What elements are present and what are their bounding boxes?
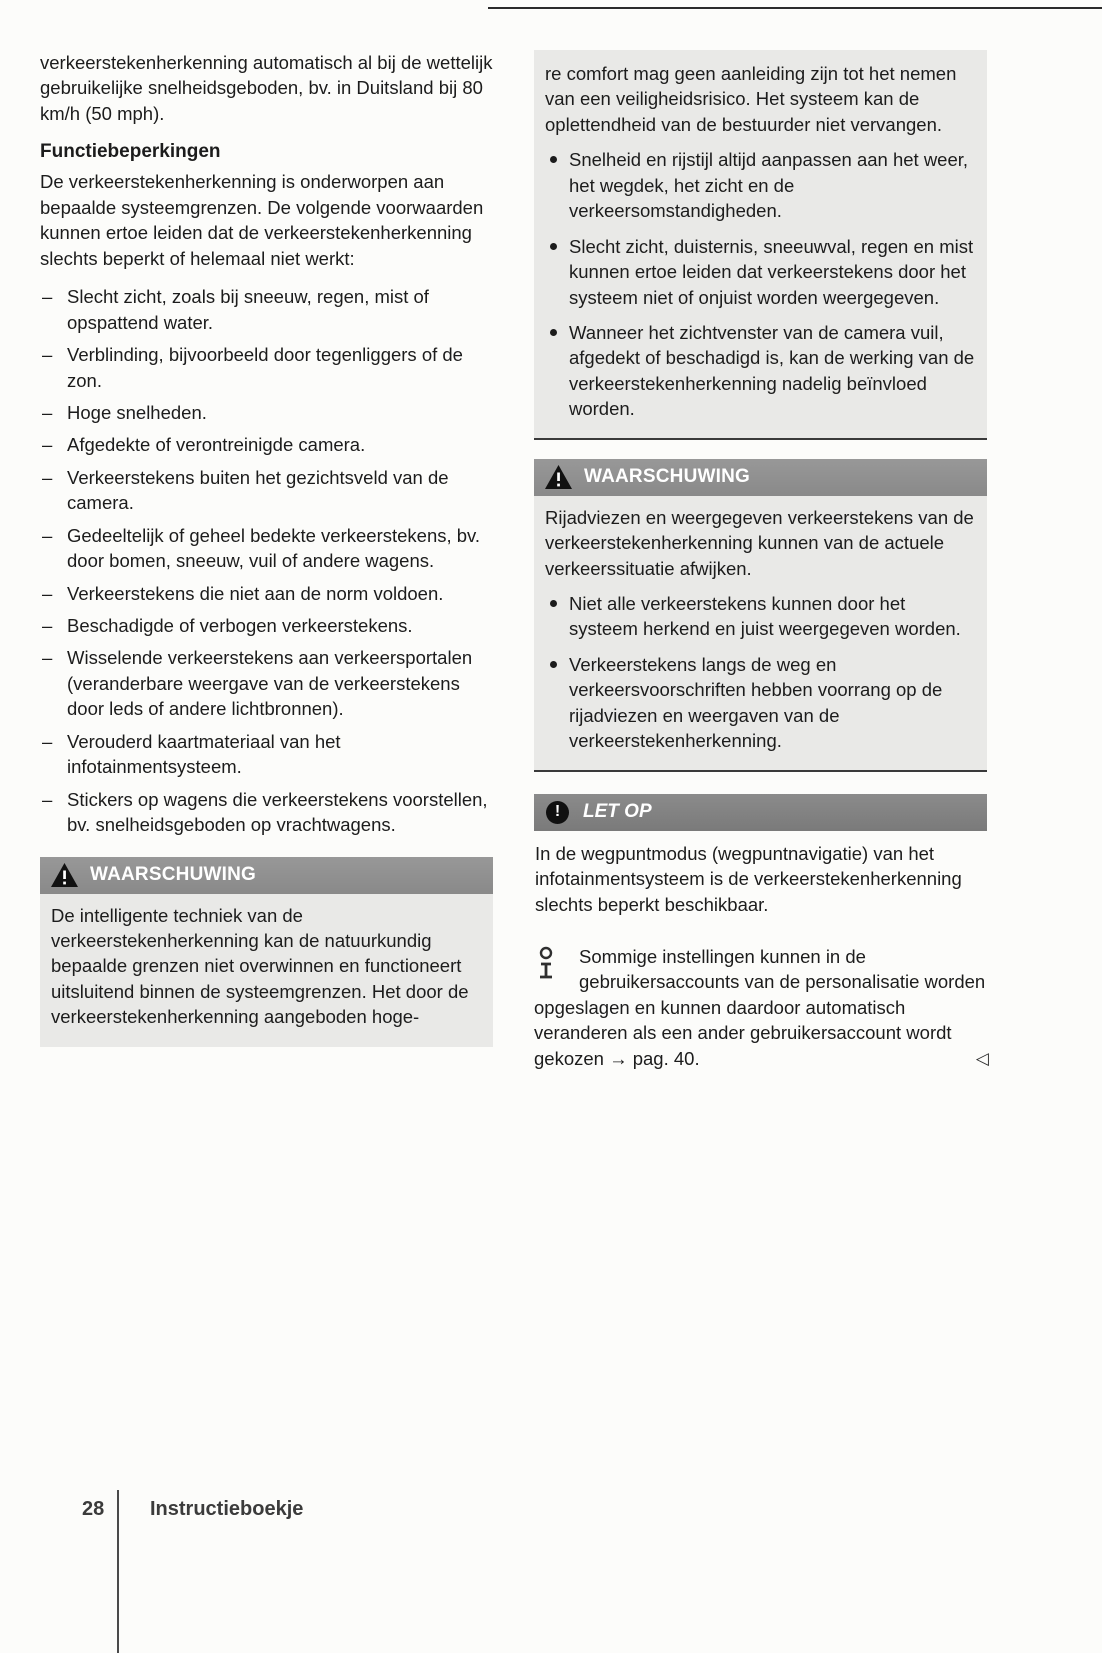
warning-header [534, 459, 987, 496]
warning-text: De intelligente techniek van de verkeerstekenherkenning kan de natuurkundig bepaalde grenzen niet overwinnen en functioneert uitsluitend binnen de systeemgrenzen. Het door de verkeerstekenherkenning aangeboden hoge- [51, 904, 469, 1028]
warning-body [40, 894, 493, 1047]
list-item-text: Verkeerstekens buiten het gezichtsveld van de camera. [67, 466, 449, 514]
warning-bullet-list [545, 147, 976, 421]
warning-bullet-list [545, 591, 976, 754]
warning-bullet-text: Verkeerstekens langs de weg en verkeersvoorschriften hebben voorrang op de rijadviezen en weergaven van de verkeerstekenherkenning. [569, 653, 943, 752]
content-columns [40, 50, 987, 1071]
list-item-text: Beschadigde of verbogen verkeerstekens. [67, 615, 413, 636]
list-item [40, 613, 493, 638]
booklet-title: Instructieboekje [150, 1498, 304, 1520]
section-end-marker: ◁ [975, 1048, 989, 1068]
list-item [40, 342, 493, 393]
list-item-text: Verblinding, bijvoorbeeld door tegenliggers of de zon. [67, 344, 463, 391]
list-item-text: Wisselende verkeerstekens aan verkeersportalen (veranderbare weergave van de verkeerstekens door leds of andere lichtbronnen). [67, 647, 473, 720]
list-item-text: Verkeerstekens die niet aan de norm voldoen. [67, 582, 444, 604]
list-item [40, 432, 493, 457]
list-item [40, 465, 493, 516]
warning-continuation-text: re comfort mag geen aanleiding zijn tot het nemen van een veiligheidsrisico. Het systeem kan de oplettendheid van de bestuurder niet vervangen. [545, 63, 957, 135]
notice-title: LET OP [583, 801, 652, 823]
warning-bullet [545, 320, 976, 422]
right-column [534, 50, 987, 1071]
limitations-list [40, 284, 493, 837]
list-item [40, 400, 493, 425]
warning-bullet-text: Niet alle verkeerstekens kunnen door het systeem herkend en juist weergegeven worden. [569, 593, 961, 640]
warning-title: WAARSCHUWING [90, 863, 256, 885]
list-item-text: Gedeeltelijk of geheel bedekte verkeerstekens, bv. door bomen, sneeuw, vuil of andere wagens. [67, 524, 481, 572]
note-text: Sommige instellingen kunnen in de gebruikersaccounts van de personalisatie worden opgeslagen en kunnen daardoor automatisch veranderen als een ander gebruikersaccount wordt gekozen → pag. 40. [534, 945, 986, 1069]
warning-text: Rijadviezen en weergegeven verkeerstekens van de verkeerstekenherkenning kunnen van de actuele verkeerssituatie afwijken. [545, 506, 974, 579]
list-item-text: Slecht zicht, zoals bij sneeuw, regen, mist of opspattend water. [67, 286, 429, 333]
exclamation-circle-icon: ! [546, 801, 569, 824]
list-item [40, 284, 493, 335]
warning-bullet-text: Wanneer het zichtvenster van de camera vuil, afgedekt of beschadigd is, kan de werking van de verkeerstekenherkenning nadelig beïnvloed worden. [569, 321, 975, 420]
intro-paragraph: verkeerstekenherkenning automatisch al bij de wettelijk gebruikelijke snelheidsgeboden, bv. in Duitsland bij 80 km/h (50 mph). [40, 52, 493, 124]
warning-body [534, 496, 987, 772]
warning-triangle-icon [545, 465, 572, 489]
list-item [40, 645, 493, 721]
list-item [40, 729, 493, 780]
warning-bullet [545, 652, 976, 754]
warning-bullet [545, 234, 976, 310]
list-item-text: Hoge snelheden. [67, 401, 207, 423]
warning-box [534, 459, 987, 772]
section-paragraph: De verkeerstekenherkenning is onderworpen aan bepaalde systeemgrenzen. De volgende voorwaarden kunnen ertoe leiden dat de verkeerstekenherkenning slechts beperkt of helemaal niet werkt: [40, 171, 484, 269]
warning-header [40, 857, 493, 894]
warning-continuation-body [534, 50, 987, 440]
list-item-text: Verouderd kaartmateriaal van het infotainmentsysteem. [67, 730, 341, 778]
notice-header [534, 794, 987, 831]
list-item-text: Stickers op wagens die verkeerstekens voorstellen, bv. snelheidsgeboden op vrachtwagens. [67, 788, 488, 836]
list-item [40, 523, 493, 574]
section-heading: Functiebeperkingen [40, 141, 221, 163]
warning-bullet-text: Snelheid en rijstijl altijd aanpassen aan het weer, het wegdek, het zicht en de verkeersomstandigheden. [569, 149, 969, 222]
warning-bullet-text: Slecht zicht, duisternis, sneeuwval, regen en mist kunnen ertoe leiden dat verkeerstekens door het systeem niet of onjuist worden weergegeven. [569, 235, 974, 308]
notice-body [534, 831, 987, 917]
warning-triangle-icon [51, 863, 78, 887]
list-item [40, 787, 493, 838]
notice-box [534, 794, 987, 917]
page-number: 28 [82, 1498, 105, 1520]
footer-divider [117, 1490, 119, 1653]
warning-box [40, 857, 493, 1047]
warning-title: WAARSCHUWING [584, 466, 750, 488]
notice-text: In de wegpuntmodus (wegpuntnavigatie) van het infotainmentsysteem is de verkeerstekenherkenning slechts beperkt beschikbaar. [535, 842, 962, 915]
page-top-rule [488, 7, 1102, 9]
personalization-note [534, 944, 987, 1071]
user-account-key-icon [534, 944, 579, 988]
list-item [40, 581, 493, 606]
warning-bullet [545, 591, 976, 642]
warning-bullet [545, 147, 976, 223]
list-item-text: Afgedekte of verontreinigde camera. [67, 434, 366, 456]
left-column [40, 50, 493, 1047]
